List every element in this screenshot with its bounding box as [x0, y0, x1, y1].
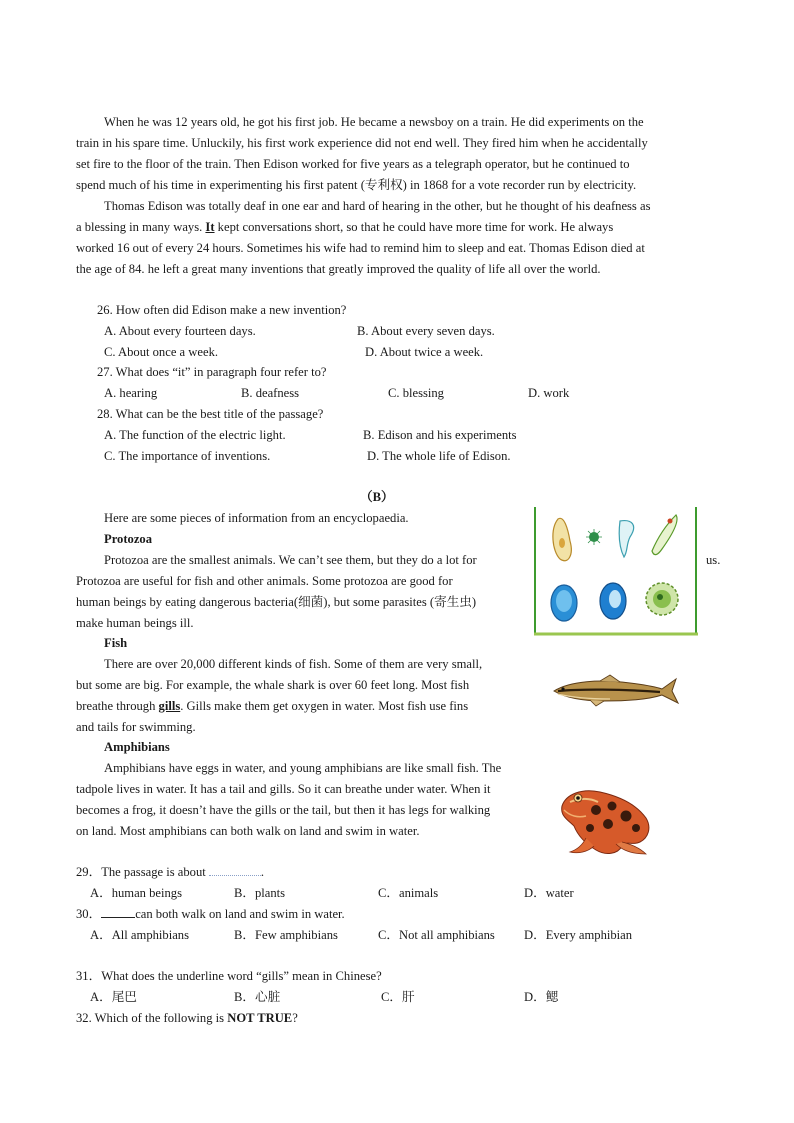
q30-option-d[interactable]: D．Every amphibian — [524, 928, 633, 942]
question-31: 31．What does the underline word “gills” mean in Chinese? — [76, 969, 382, 983]
q30-stem: can both walk on land and swim in water. — [135, 907, 345, 921]
amphibians-line3: becomes a frog, it doesn’t have the gills or the tail, but then it has legs for walking — [76, 803, 491, 817]
fish-line3-start: breathe through — [76, 699, 159, 713]
q30-blank[interactable] — [101, 906, 135, 918]
para3-line3: set fire to the floor of the train. Then Edison worked for five years as a telegraph operator, but he continued to — [76, 157, 630, 171]
para4-line2-end: kept conversations short, so that he could have more time for work. He always — [214, 220, 614, 234]
q30-option-b[interactable]: B．Few amphibians — [234, 928, 338, 942]
q26-option-d[interactable]: D. About twice a week. — [365, 345, 484, 359]
protozoa-line1: Protozoa are the smallest animals. We can’t see them, but they do a lot for — [104, 553, 477, 567]
q26-option-c[interactable]: C. About once a week. — [104, 345, 219, 359]
protozoa-drawing — [534, 507, 698, 637]
amphibians-line2: tadpole lives in water. It has a tail and gills. So it can breathe under water. When it — [76, 782, 491, 796]
q31-option-a[interactable]: A．尾巴 — [90, 990, 137, 1004]
para4-line4: the age of 84. he left a great many inventions that greatly improved the quality of life all over the world. — [76, 262, 601, 276]
para4-line1: Thomas Edison was totally deaf in one ear and hard of hearing in the other, but he thought of his deafness as — [104, 199, 651, 213]
amphibians-line4: on land. Most amphibians can both walk on land and swim in water. — [76, 824, 420, 838]
protozoa-line1-end: us. — [706, 553, 721, 567]
fish-image — [550, 673, 680, 707]
underlined-it: It — [205, 220, 215, 234]
q29-option-d[interactable]: D．water — [524, 886, 574, 900]
q28-option-b[interactable]: B. Edison and his experiments — [363, 428, 517, 442]
protozoa-line3: human beings by eating dangerous bacteria(细菌), but some parasites (寄生虫) — [76, 595, 477, 609]
fish-line3-end: . Gills make them get oxygen in water. Most fish use fins — [180, 699, 469, 713]
para3-line1: When he was 12 years old, he got his first job. He became a newsboy on a train. He did experiments on the — [104, 115, 644, 129]
q28-option-c[interactable]: C. The importance of inventions. — [104, 449, 271, 463]
q32-stem-end: ? — [292, 1011, 298, 1025]
question-29 — [76, 864, 264, 880]
q28-option-a[interactable]: A. The function of the electric light. — [104, 428, 286, 442]
q29-stem: 29．The passage is about — [76, 865, 206, 879]
q27-option-c[interactable]: C. blessing — [388, 386, 444, 400]
para4-line3: worked 16 out of every 24 hours. Sometimes his wife had to remind him to sleep and eat. Thomas Edison died at — [76, 241, 645, 255]
q29-option-a[interactable]: A．human beings — [90, 886, 182, 900]
para3-line4: spend much of his time in experimenting his first patent (专利权) in 1868 for a vote recorder run by electricity. — [76, 178, 637, 192]
fish-line1: There are over 20,000 different kinds of fish. Some of them are very small, — [104, 657, 483, 671]
fish-title: Fish — [104, 636, 128, 650]
question-30 — [76, 906, 345, 922]
section-b-heading: （B） — [360, 490, 394, 504]
q29-blank[interactable] — [209, 864, 261, 876]
protozoa-image — [534, 507, 698, 637]
q30-option-a[interactable]: A．All amphibians — [90, 928, 189, 942]
q30-option-c[interactable]: C．Not all amphibians — [378, 928, 495, 942]
q27-option-d[interactable]: D. work — [528, 386, 570, 400]
q29-option-c[interactable]: C．animals — [378, 886, 439, 900]
q32-not-true: NOT TRUE — [227, 1011, 293, 1025]
section-b-intro: Here are some pieces of information from an encyclopaedia. — [104, 511, 409, 525]
frog-drawing — [556, 776, 654, 858]
q26-option-b[interactable]: B. About every seven days. — [357, 324, 495, 338]
q32-stem: 32. Which of the following is — [76, 1011, 228, 1025]
fish-line3 — [76, 698, 468, 714]
fish-drawing — [550, 673, 680, 707]
q27-option-a[interactable]: A. hearing — [104, 386, 158, 400]
frog-image — [556, 776, 654, 858]
q27-option-b[interactable]: B. deafness — [241, 386, 300, 400]
q31-option-c[interactable]: C．肝 — [381, 990, 415, 1004]
q31-option-d[interactable]: D．鳃 — [524, 990, 559, 1004]
para4-line2 — [76, 219, 613, 235]
q29-option-b[interactable]: B．plants — [234, 886, 286, 900]
para4-line2-start: a blessing in many ways. — [76, 220, 206, 234]
q26-option-a[interactable]: A. About every fourteen days. — [104, 324, 256, 338]
question-27: 27. What does “it” in paragraph four refer to? — [97, 365, 327, 379]
fish-line4: and tails for swimming. — [76, 720, 196, 734]
q28-option-d[interactable]: D. The whole life of Edison. — [367, 449, 511, 463]
fish-line2: but some are big. For example, the whale shark is over 60 feet long. Most fish — [76, 678, 470, 692]
q30-number: 30． — [76, 907, 102, 921]
question-26: 26. How often did Edison make a new invention? — [97, 303, 347, 317]
q29-stem-end: . — [260, 865, 265, 879]
para3-line2: train in his spare time. Unluckily, his first work experience did not end well. They fired him when he accidentally — [76, 136, 648, 150]
underlined-gills: gills — [158, 699, 181, 713]
amphibians-title: Amphibians — [104, 740, 170, 754]
protozoa-title: Protozoa — [104, 532, 153, 546]
protozoa-line4: make human beings ill. — [76, 616, 194, 630]
protozoa-line2: Protozoa are useful for fish and other animals. Some protozoa are good for — [76, 574, 453, 588]
q31-option-b[interactable]: B．心脏 — [234, 990, 281, 1004]
question-32 — [76, 1010, 298, 1026]
amphibians-line1: Amphibians have eggs in water, and young amphibians are like small fish. The — [104, 761, 502, 775]
question-28: 28. What can be the best title of the passage? — [97, 407, 324, 421]
